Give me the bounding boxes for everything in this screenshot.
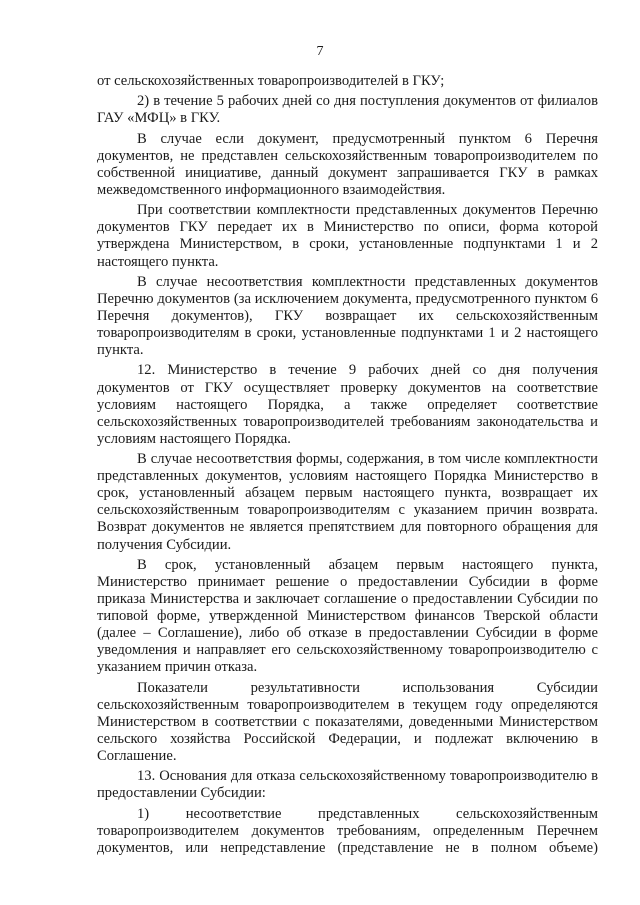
paragraph-document-request: В случае если документ, предусмотренный пунктом 6 Перечня документов, не представлен сельскохозяйственным товаропроизводителем по собственной инициативе, данный документ запрашивается ГКУ в рамках межведомственного информационного взаимодействия. bbox=[97, 130, 598, 198]
paragraph-continuation: от сельскохозяйственных товаропроизводителей в ГКУ; bbox=[97, 73, 445, 89]
paragraph-clause-13: 13. Основания для отказа сельскохозяйственному товаропроизводителю в предоставлении Субсидии: bbox=[97, 768, 598, 802]
paragraph-clause-12: 12. Министерство в течение 9 рабочих дней со дня получения документов от ГКУ осуществляет проверку документов на соответствие условиям настоящего Порядка, а также определяет соответствие сельскохозяйственных товаропроизводителей требованиям законодательства и условиям настоящего Порядка. bbox=[97, 362, 598, 447]
document-body bbox=[97, 73, 598, 860]
paragraph-nonconformity: В случае несоответствия формы, содержания, в том числе комплектности представленных документов, условиям настоящего Порядка Министерство в срок, установленный абзацем первым настоящего пункта, возвращает их сельскохозяйственным товаропроизводителям с указанием причин возврата. Возврат документов не является препятствием для повторного обращения для получения Субсидии. bbox=[97, 451, 598, 553]
paragraph-transfer-to-ministry: При соответствии комплектности представленных документов Перечню документов ГКУ передает их в Министерство по описи, форма которой утверждена Министерством, в сроки, установленные подпунктами 1 и 2 настоящего пункта. bbox=[97, 202, 598, 270]
paragraph-subitem-2: 2) в течение 5 рабочих дней со дня поступления документов от филиалов ГАУ «МФЦ» в ГКУ. bbox=[97, 93, 598, 127]
paragraph-decision: В срок, установленный абзацем первым настоящего пункта, Министерство принимает решение о предоставлении Субсидии в форме приказа Министерства и заключает соглашение о предоставлении Субсидии по типовой форме, утвержденной Министерством финансов Тверской области (далее – Соглашение), либо об отказе в предоставлении Субсидии в форме уведомления и направляет его сельскохозяйственному товаропроизводителю с указанием причин отказа. bbox=[97, 556, 598, 676]
paragraph-performance-indicators: Показатели результативности использования Субсидии сельскохозяйственным товаропроизводителем в текущем году определяются Министерством в соответствии с показателями, доведенными Министерством сельского хозяйства Российской Федерации, и подлежат включению в Соглашение. bbox=[97, 679, 598, 765]
page-number: 7 bbox=[316, 44, 324, 59]
paragraph-return-documents: В случае несоответствия комплектности представленных документов Перечню документов (за исключением документа, предусмотренного пунктом 6 Перечня документов), ГКУ возвращает их сельскохозяйственным товаропроизводителям в сроки, установленные подпунктами 1 и 2 настоящего пункта. bbox=[97, 273, 598, 359]
paragraph-refusal-reason-1: 1) несоответствие представленных сельскохозяйственным товаропроизводителем документов требованиям, определенным Перечнем документов, или непредставление (представление не в полном объеме) bbox=[97, 805, 598, 856]
